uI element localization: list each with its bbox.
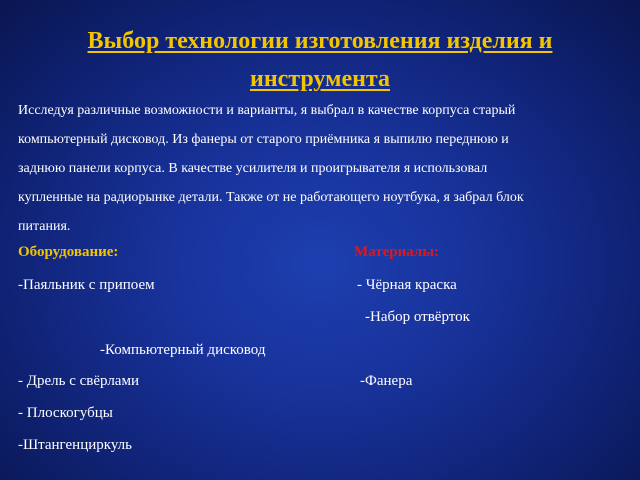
- intro-line: заднюю панели корпуса. В качестве усилителя и проигрывателя я использовал: [18, 161, 488, 176]
- materials-item: - Чёрная краска: [357, 277, 457, 293]
- intro-line: Исследуя различные возможности и варианты, я выбрал в качестве корпуса старый: [18, 103, 516, 118]
- equipment-item: - Дрель с свёрлами: [18, 373, 139, 389]
- materials-heading: Материалы:: [354, 244, 440, 260]
- intro-line: питания.: [18, 219, 71, 234]
- intro-line: компьютерный дисковод. Из фанеры от старого приёмника я выпилю переднюю и: [18, 132, 509, 147]
- materials-item: -Фанера: [360, 373, 413, 389]
- slide-title-line-2: инструмента: [249, 66, 390, 92]
- equipment-heading: Оборудование:: [18, 244, 119, 260]
- equipment-item: - Плоскогубцы: [18, 405, 113, 421]
- equipment-item: -Штангенциркуль: [18, 437, 132, 453]
- equipment-item: -Компьютерный дисковод: [100, 342, 266, 358]
- slide-title-line-1: Выбор технологии изготовления изделия и: [87, 28, 553, 54]
- materials-item: -Набор отвёрток: [365, 309, 470, 325]
- slide-title: [20, 22, 620, 98]
- equipment-item: -Паяльник с припоем: [18, 277, 155, 293]
- intro-paragraph: [18, 96, 622, 241]
- intro-line: купленные на радиорынке детали. Также от не работающего ноутбука, я забрал блок: [18, 190, 524, 205]
